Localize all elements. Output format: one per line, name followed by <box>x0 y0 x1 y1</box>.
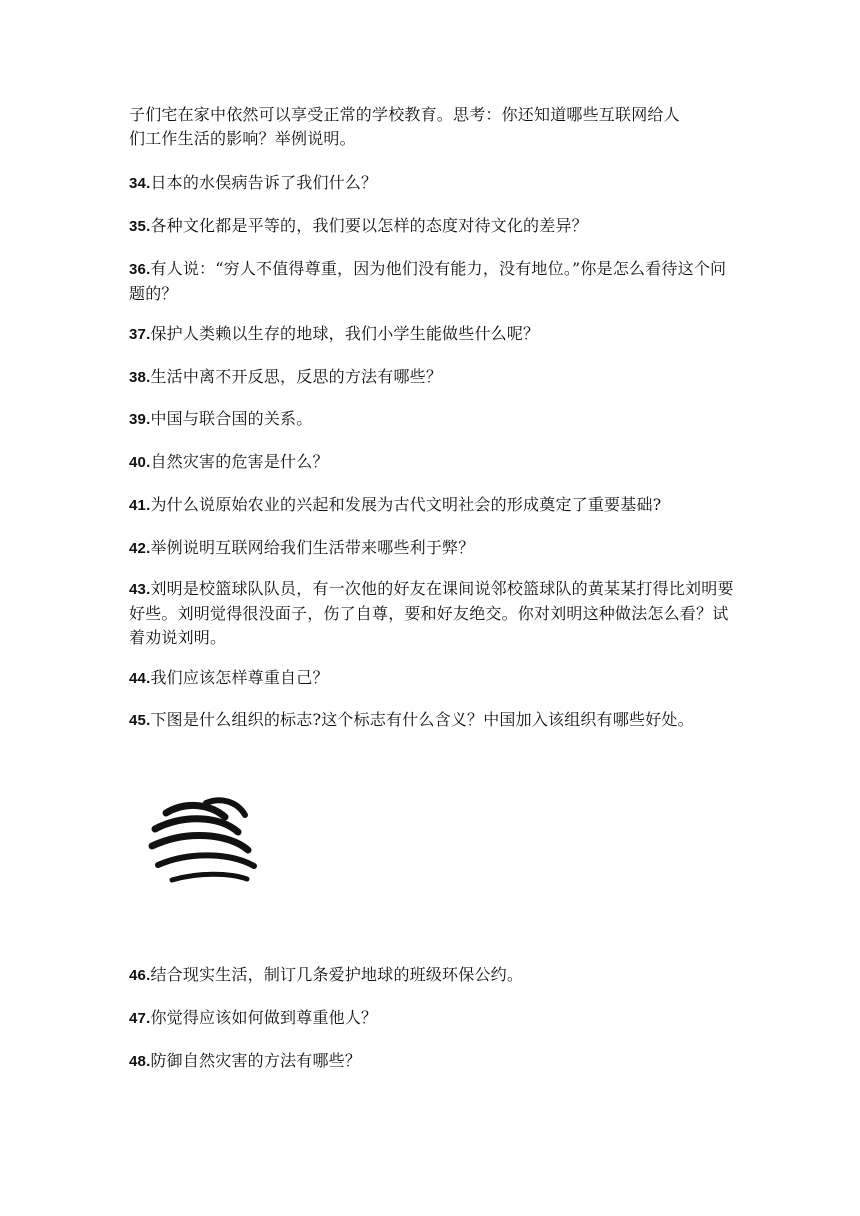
question-number: 35. <box>129 218 151 235</box>
question-number: 38. <box>129 369 151 386</box>
question-44 <box>129 666 739 691</box>
question-text: 保护人类赖以生存的地球，我们小学生能做些什么呢？ <box>150 324 540 343</box>
question-number: 43. <box>129 581 151 598</box>
question-number: 47. <box>129 1010 151 1027</box>
question-text: 生活中离不开反思，反思的方法有哪些？ <box>150 367 443 386</box>
question-text: 我们应该怎样尊重自己？ <box>150 668 329 687</box>
question-text: 刘明是校篮球队队员，有一次他的好友在课间说邻校篮球队的黄某某打得比刘明要好些。刘明觉得很没面子，伤了自尊，要和好友绝交。你对刘明这种做法怎么看？试着劝说刘明。 <box>129 579 734 647</box>
question-text: 举例说明互联网给我们生活带来哪些利于弊？ <box>150 538 475 557</box>
question-number: 34. <box>129 175 151 192</box>
question-36 <box>129 257 739 306</box>
question-38 <box>129 365 739 390</box>
question-number: 40. <box>129 454 151 471</box>
question-48 <box>129 1049 739 1074</box>
question-text: 防御自然灾害的方法有哪些？ <box>150 1051 362 1070</box>
question-number: 39. <box>129 411 151 428</box>
question-47 <box>129 1006 739 1031</box>
question-46 <box>129 963 739 988</box>
question-text: 你觉得应该如何做到尊重他人？ <box>150 1008 378 1027</box>
question-number: 36. <box>129 261 151 278</box>
question-number: 46. <box>129 967 151 984</box>
question-40 <box>129 450 739 475</box>
question-42 <box>129 536 739 561</box>
question-34 <box>129 171 739 196</box>
question-text: 日本的水俣病告诉了我们什么？ <box>150 173 378 192</box>
question-number: 42. <box>129 540 151 557</box>
question-number: 41. <box>129 497 151 514</box>
intro-paragraph <box>129 103 749 151</box>
question-text: 自然灾害的危害是什么？ <box>150 452 329 471</box>
question-number: 37. <box>129 326 151 343</box>
question-text: 为什么说原始农业的兴起和发展为古代文明社会的形成奠定了重要基础? <box>150 495 662 514</box>
intro-line-2: 们工作生活的影响？举例说明。 <box>129 129 356 148</box>
question-41 <box>129 493 739 518</box>
question-text: 各种文化都是平等的，我们要以怎样的态度对待文化的差异？ <box>150 216 588 235</box>
question-text: 中国与联合国的关系。 <box>150 409 313 428</box>
question-45 <box>129 708 769 733</box>
question-43 <box>129 577 739 650</box>
question-text: 结合现实生活，制订几条爱护地球的班级环保公约。 <box>150 965 524 984</box>
question-37 <box>129 322 739 347</box>
question-number: 48. <box>129 1053 151 1070</box>
question-39 <box>129 407 739 432</box>
question-text: 有人说：“穷人不值得尊重，因为他们没有能力，没有地位。”你是怎么看待这个问题的？ <box>129 259 727 303</box>
question-text: 下图是什么组织的标志?这个标志有什么含义？中国加入该组织有哪些好处。 <box>150 710 694 729</box>
intro-line-1: 子们宅在家中依然可以享受正常的学校教育。思考：你还知道哪些互联网给人 <box>129 105 680 124</box>
question-number: 44. <box>129 670 151 687</box>
question-number: 45. <box>129 712 151 729</box>
question-35 <box>129 214 739 239</box>
wto-logo-icon <box>146 793 262 895</box>
